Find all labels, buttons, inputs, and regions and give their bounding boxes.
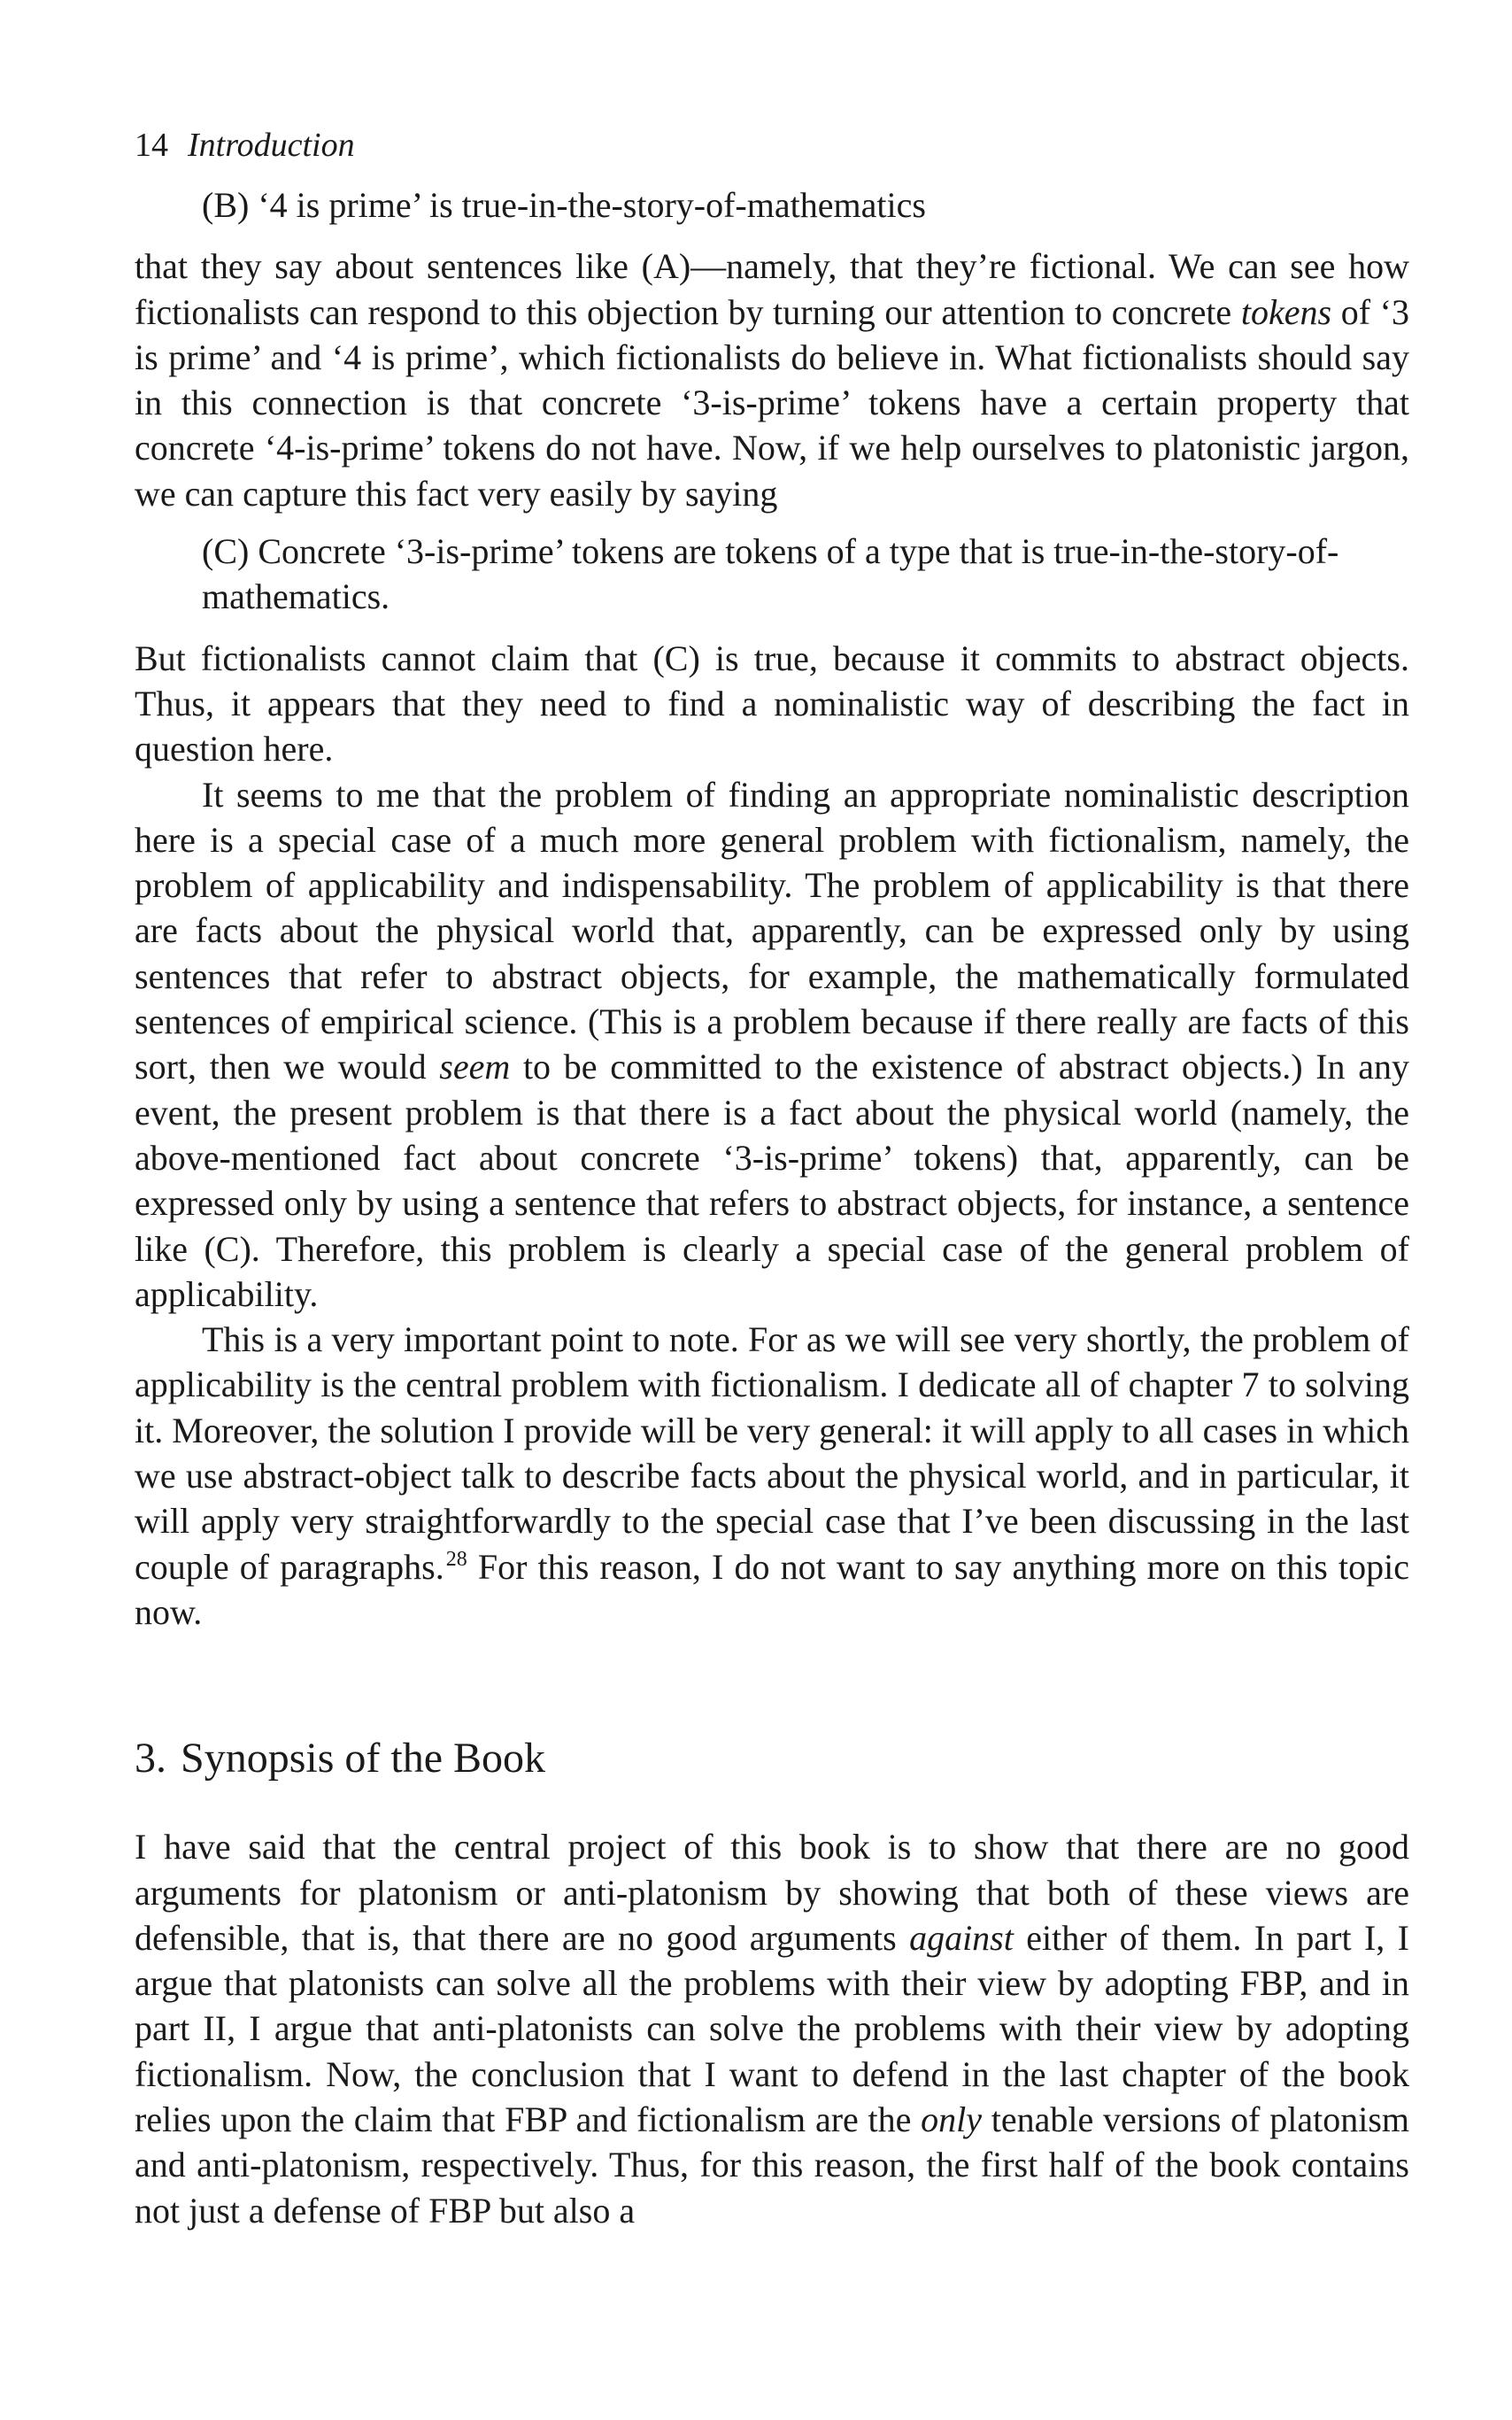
footnote-reference[interactable]: 28: [445, 1547, 467, 1571]
paragraph-4-text-b: For this reason, I do not want to say anything more on this topic now.: [135, 1546, 1409, 1632]
paragraph-5-text-a: I have said that the central project of this book is to show that there are no good arguments for platonism or anti-platonism by showing that both of these views are defensible, that is, that there are no good arguments: [135, 1827, 1409, 1958]
running-head-title: Introduction: [188, 127, 355, 164]
page-number: 14: [135, 127, 168, 164]
paragraph-1-text-b: of ‘3 is prime’ and ‘4 is prime’, which fictionalists do believe in. What fictionalists should say in this connection is that concrete ‘3-is-prime’ tokens have a certain property that concrete ‘4-is-prime’ tokens do not have. Now, if we help ourselves to platonistic jargon, we can capture this fact very easily by saying: [135, 291, 1410, 514]
section-number: 3.: [135, 1735, 166, 1782]
paragraph-3-text-a: It seems to me that the problem of finding an appropriate nominalistic description here is a special case of a much more general problem with fictionalism, namely, the problem of applicability and indispensability. The problem of applicability is that there are facts about the physical world that, apparently, can be expressed only by using sentences that refer to abstract objects, for example, the mathematically formulated sentences of empirical science. (This is a problem because if there really are facts of this sort, then we would: [135, 774, 1409, 1087]
paragraph-3: [135, 772, 1409, 1318]
display-sentence-c: (C) Concrete ‘3-is-prime’ tokens are tokens of a type that is true-in-the-story-of-mathematics.: [202, 531, 1339, 617]
paragraph-2: But fictionalists cannot claim that (C) is true, because it commits to abstract objects. Thus, it appears that they need to find a nominalistic way of describing the fact in question here.: [135, 638, 1409, 769]
section-title: Synopsis of the Book: [181, 1735, 546, 1782]
paragraph-5: [135, 1824, 1409, 2233]
emphasis-only: only: [921, 2099, 983, 2139]
paragraph-5-text-c: tenable versions of platonism and anti-platonism, respectively. Thus, for this reason, the first half of the book contains not just a defense of FBP but also a: [135, 2099, 1410, 2231]
book-page: [135, 124, 1409, 2233]
paragraph-1: [135, 244, 1409, 516]
emphasis-seem: seem: [439, 1047, 511, 1087]
paragraph-1-text-a: that they say about sentences like (A)—namely, that they’re fictional. We can see how fictionalists can respond to this objection by turning our attention to concrete: [135, 246, 1409, 332]
paragraph-3-text-b: to be committed to the existence of abstract objects.) In any event, the present problem is that there is a fact about the physical world (namely, the above-mentioned fact about concrete ‘3-is-prime’ tokens) that, apparently, can be expressed only by using a sentence that refers to abstract objects, for instance, a sentence like (C). Therefore, this problem is clearly a special case of the general problem of applicability.: [135, 1047, 1409, 1314]
paragraph-4-text-a: This is a very important point to note. For as we will see very shortly, the problem of applicability is the central problem with fictionalism. I dedicate all of chapter 7 to solving it. Moreover, the solution I provide will be very general: it will apply to all cases in which we use abstract-object talk to describe facts about the physical world, and in particular, it will apply very straightforwardly to the special case that I’ve been discussing in the last couple of paragraphs.: [135, 1319, 1409, 1587]
paragraph-5-text-b: either of them. In part I, I argue that platonists can solve all the problems with their view by adopting FBP, and in part II, I argue that anti-platonists can solve the problems with their view by adopting fictionalism. Now, the conclusion that I want to defend in the last chapter of the book relies upon the claim that FBP and fictionalism are the: [135, 1917, 1409, 2139]
running-head: [135, 124, 1409, 166]
section-heading: [135, 1732, 1409, 1785]
display-sentence-b: (B) ‘4 is prime’ is true-in-the-story-of-mathematics: [202, 185, 926, 225]
paragraph-4: [135, 1317, 1409, 1635]
emphasis-tokens: tokens: [1240, 291, 1332, 332]
emphasis-against: against: [909, 1917, 1014, 1958]
